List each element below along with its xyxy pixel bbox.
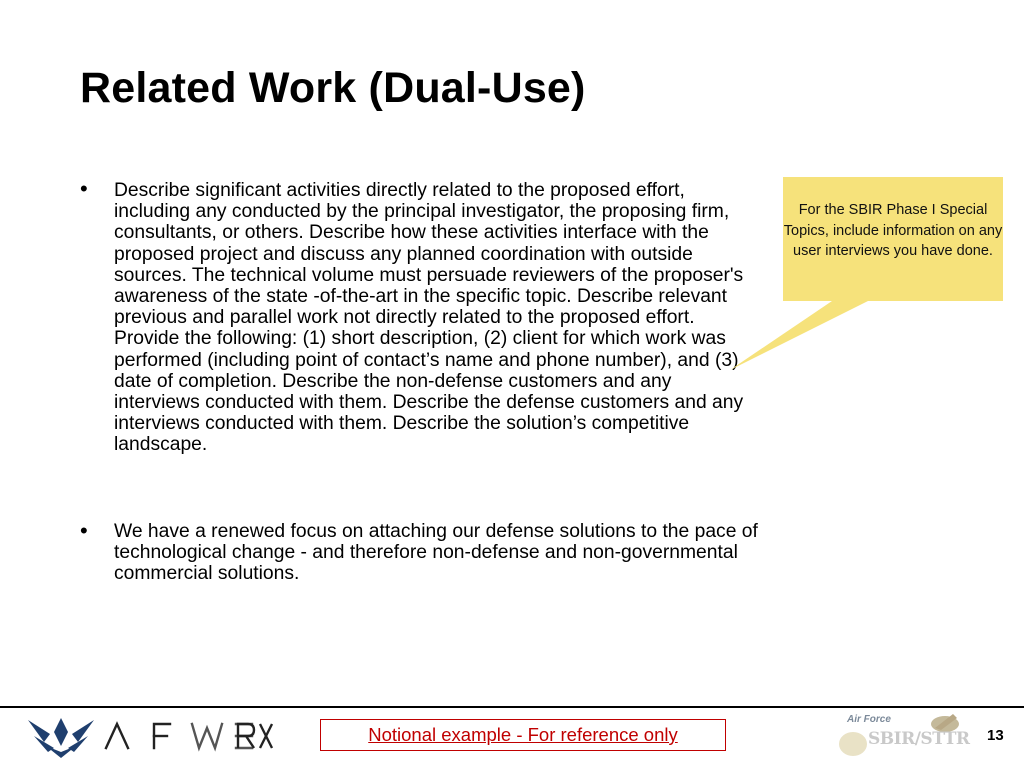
bullet-2-dot: • [80, 518, 88, 543]
bullet-1-text: Describe significant activities directly related to the proposed effort, including any conducted by the principal investigator, the proposing firm, consultants, or others. Describe how these activities interface with the proposed project and discuss any planned coordination with outside sources. The technical volume must persuade reviewers of the proposer's awareness of the state -of-the-art in the specific topic. Describe relevant previous and parallel work not directly related to the proposed effort. Provide the following: (1) short description, (2) client for which work was performed (including point of contact’s name and phone number), and (3) date of completion. Describe the non-defense customers and any interviews conducted with them. Describe the defense customers and any interviews conducted with them. Describe the solution’s competitive landscape. [114, 180, 744, 456]
slide-title: Related Work (Dual-Use) [80, 64, 586, 112]
afwerx-logo-rx [236, 712, 276, 764]
svg-text:Air Force: Air Force [847, 714, 891, 725]
page-number: 13 [987, 727, 1004, 744]
sbir-sttr-wordmark: SBIR/STTR [868, 729, 970, 749]
bullet-1-dot: • [80, 176, 88, 201]
callout-text: For the SBIR Phase I Special Topics, include information on any user interviews you have done. [783, 202, 1003, 259]
bullet-2-text: We have a renewed focus on attaching our defense solutions to the pace of technological change - and therefore non-defense and non-governmental commercial solutions. [114, 521, 758, 585]
notional-disclaimer: Notional example - For reference only [320, 719, 726, 751]
